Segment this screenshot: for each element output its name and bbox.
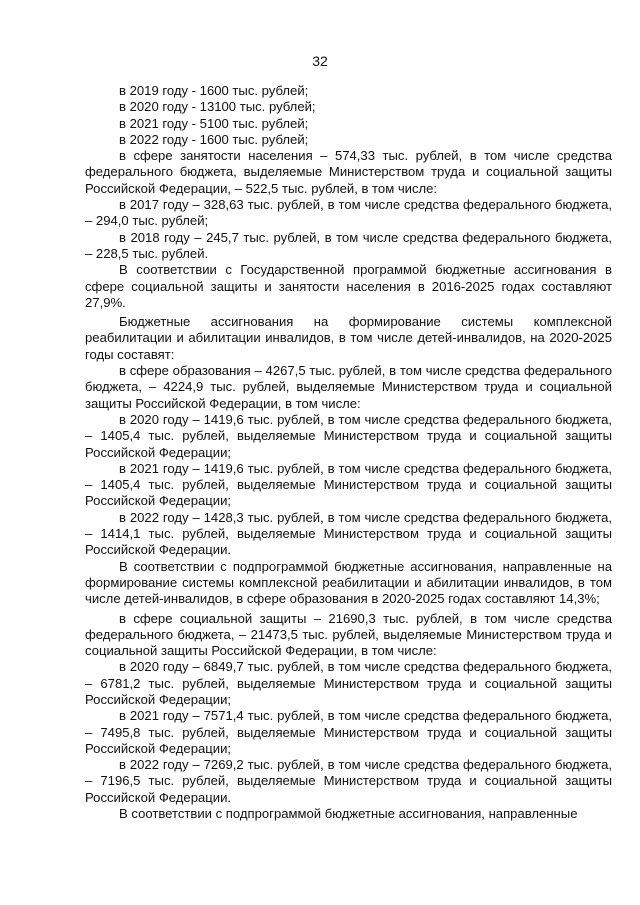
paragraph: в 2019 году - 1600 тыс. рублей;: [119, 83, 309, 98]
paragraph: в сфере занятости населения – 574,33 тыс. рублей, в том числе средства федерального бюджета, выделяемые Министерством труда и социальной защиты Российской Федерации, – 522,5 тыс. рублей, в том числе:: [85, 148, 612, 196]
paragraph: в 2018 году – 245,7 тыс. рублей, в том числе средства федерального бюджета, – 228,5 тыс. рублей.: [85, 229, 612, 261]
paragraph: Бюджетные ассигнования на формирование системы комплексной реабилитации и абилитации инвалидов, в том числе детей-инвалидов, на 2020-2025 годы составят:: [85, 314, 612, 362]
paragraph: в сфере социальной защиты – 21690,3 тыс. рублей, в том числе средства федерального бюджета, – 21473,5 тыс. рублей, выделяемые Министерством труда и социальной защиты Российской Федерации, в том числе:: [85, 610, 612, 659]
paragraph: в 2022 году – 7269,2 тыс. рублей, в том числе средства федерального бюджета, – 7196,5 тыс. рублей, выделяемые Министерством труда и социальной защиты Российской Федерации.: [85, 757, 612, 805]
paragraph: в 2022 году – 1428,3 тыс. рублей, в том числе средства федерального бюджета, – 1414,1 тыс. рублей, выделяемые Министерством труда и социальной защиты Российской Федерации.: [85, 509, 612, 558]
paragraph: в 2020 году - 13100 тыс. рублей;: [119, 99, 316, 115]
paragraph: в 2022 году - 1600 тыс. рублей;: [119, 131, 309, 147]
paragraph: в 2021 году – 1419,6 тыс. рублей, в том числе средства федерального бюджета, – 1405,4 тыс. рублей, выделяемые Министерством труда и социальной защиты Российской Федерации;: [85, 460, 612, 509]
paragraph: В соответствии с Государственной программой бюджетные ассигнования в сфере социальной защиты и занятости населения в 2016-2025 годах составляют 27,9%.: [85, 262, 612, 310]
paragraph: в 2017 году – 328,63 тыс. рублей, в том числе средства федерального бюджета, – 294,0 тыс. рублей;: [85, 197, 612, 229]
paragraph: В соответствии с подпрограммой бюджетные ассигнования, направленные на формирование системы комплексной реабилитации и абилитации инвалидов, в том числе детей-инвалидов, в сфере образования в 2020-2025 годах составляют 14,3%;: [85, 558, 612, 607]
document-body: [85, 83, 612, 822]
paragraph: в 2020 году – 1419,6 тыс. рублей, в том числе средства федерального бюджета, – 1405,4 тыс. рублей, выделяемые Министерством труда и социальной защиты Российской Федерации;: [85, 411, 612, 460]
paragraph: в 2021 году – 7571,4 тыс. рублей, в том числе средства федерального бюджета, – 7495,8 тыс. рублей, выделяемые Министерством труда и социальной защиты Российской Федерации;: [85, 708, 612, 756]
paragraph: в 2021 году - 5100 тыс. рублей;: [119, 115, 309, 131]
paragraph: в сфере образования – 4267,5 тыс. рублей, в том числе средства федерального бюджета, – 4224,9 тыс. рублей, выделяемые Министерством труда и социальной защиты Российской Федерации, в том числе:: [85, 363, 612, 411]
paragraph: в 2020 году – 6849,7 тыс. рублей, в том числе средства федерального бюджета, – 6781,2 тыс. рублей, выделяемые Министерством труда и социальной защиты Российской Федерации;: [85, 659, 612, 707]
page-number: 32: [312, 53, 328, 69]
paragraph: В соответствии с подпрограммой бюджетные ассигнования, направленные: [119, 806, 578, 822]
